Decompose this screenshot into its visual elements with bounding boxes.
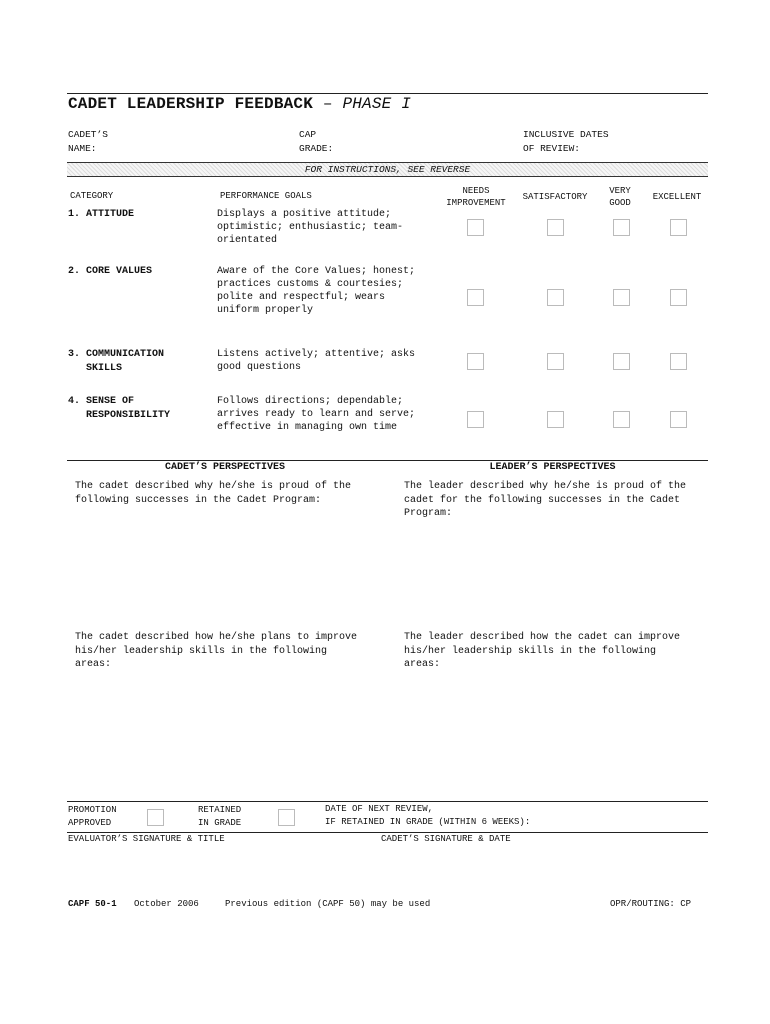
goal-attitude: Displays a positive attitude; optimistic; enthusiastic; team-orientated	[217, 209, 404, 246]
edition-date: October 2006	[134, 899, 199, 909]
attitude-satisfactory-checkbox[interactable]	[547, 219, 564, 236]
cadet-improve-prompt: The cadet described how he/she plans to improve his/her leadership skills in the following areas:	[75, 632, 358, 670]
category-attitude: 1. ATTITUDE	[68, 209, 135, 220]
needs-improvement-header: NEEDS IMPROVEMENT	[446, 186, 506, 208]
attitude-needs-improvement-checkbox[interactable]	[467, 219, 484, 236]
previous-edition-note: Previous edition (CAPF 50) may be used	[225, 899, 431, 909]
next-review-date-field[interactable]: DATE OF NEXT REVIEW, IF RETAINED IN GRADE (WITHIN 6 WEEKS):	[325, 804, 531, 827]
decision-rule	[67, 801, 708, 802]
core-values-satisfactory-checkbox[interactable]	[547, 289, 564, 306]
form-title: CADET LEADERSHIP FEEDBACK – PHASE I	[68, 95, 412, 113]
communication-excellent-checkbox[interactable]	[670, 353, 687, 370]
retained-in-grade-label: RETAINED IN GRADE	[198, 805, 242, 828]
promotion-approved-checkbox[interactable]	[147, 809, 164, 826]
communication-needs-improvement-checkbox[interactable]	[467, 353, 484, 370]
very-good-header: VERY GOOD	[609, 186, 631, 208]
perspectives-rule	[67, 460, 708, 461]
attitude-very-good-checkbox[interactable]	[613, 219, 630, 236]
leader-successes-prompt: The leader described why he/she is proud of the cadet for the following successes in the Cadet Program:	[404, 481, 687, 519]
responsibility-excellent-checkbox[interactable]	[670, 411, 687, 428]
category-communication-skills: 3. COMMUNICATION SKILLS	[68, 349, 165, 374]
promotion-approved-label: PROMOTION APPROVED	[68, 805, 117, 828]
category-sense-of-responsibility: 4. SENSE OF RESPONSIBILITY	[68, 396, 171, 421]
goals-header: PERFORMANCE GOALS	[220, 191, 312, 201]
category-header: CATEGORY	[70, 191, 114, 201]
evaluator-signature-field[interactable]: EVALUATOR’S SIGNATURE & TITLE	[68, 834, 225, 844]
category-core-values: 2. CORE VALUES	[68, 266, 153, 277]
core-values-excellent-checkbox[interactable]	[670, 289, 687, 306]
review-dates-field[interactable]: INCLUSIVE DATES OF REVIEW:	[523, 129, 609, 154]
leader-perspectives-header: LEADER’S PERSPECTIVES	[489, 462, 616, 473]
goal-communication-skills: Listens actively; attentive; asks good questions	[217, 349, 416, 373]
goal-sense-of-responsibility: Follows directions; dependable; arrives ready to learn and serve; effective in managing own time	[217, 396, 416, 433]
cadet-perspectives-header: CADET’S PERSPECTIVES	[164, 462, 286, 473]
responsibility-very-good-checkbox[interactable]	[613, 411, 630, 428]
form-number: CAPF 50-1	[68, 899, 117, 909]
cadet-name-field[interactable]: CADET’S NAME:	[68, 129, 108, 154]
instructions-banner: FOR INSTRUCTIONS, SEE REVERSE	[67, 162, 708, 177]
communication-very-good-checkbox[interactable]	[613, 353, 630, 370]
cadet-signature-field[interactable]: CADET’S SIGNATURE & DATE	[381, 834, 511, 844]
communication-satisfactory-checkbox[interactable]	[547, 353, 564, 370]
excellent-header: EXCELLENT	[652, 192, 702, 202]
opr-routing: OPR/ROUTING: CP	[610, 899, 692, 909]
attitude-excellent-checkbox[interactable]	[670, 219, 687, 236]
responsibility-needs-improvement-checkbox[interactable]	[467, 411, 484, 428]
goal-core-values: Aware of the Core Values; honest; practices customs & courtesies; polite and respectful; wears uniform properly	[217, 266, 416, 316]
core-values-very-good-checkbox[interactable]	[613, 289, 630, 306]
retained-in-grade-checkbox[interactable]	[278, 809, 295, 826]
cap-grade-field[interactable]: CAP GRADE:	[299, 129, 334, 154]
cadet-successes-prompt: The cadet described why he/she is proud of the following successes in the Cadet Program:	[75, 481, 352, 506]
leader-improve-prompt: The leader described how the cadet can improve his/her leadership skills in the following areas:	[404, 632, 681, 670]
core-values-needs-improvement-checkbox[interactable]	[467, 289, 484, 306]
top-rule	[67, 93, 708, 94]
satisfactory-header: SATISFACTORY	[522, 192, 588, 202]
responsibility-satisfactory-checkbox[interactable]	[547, 411, 564, 428]
